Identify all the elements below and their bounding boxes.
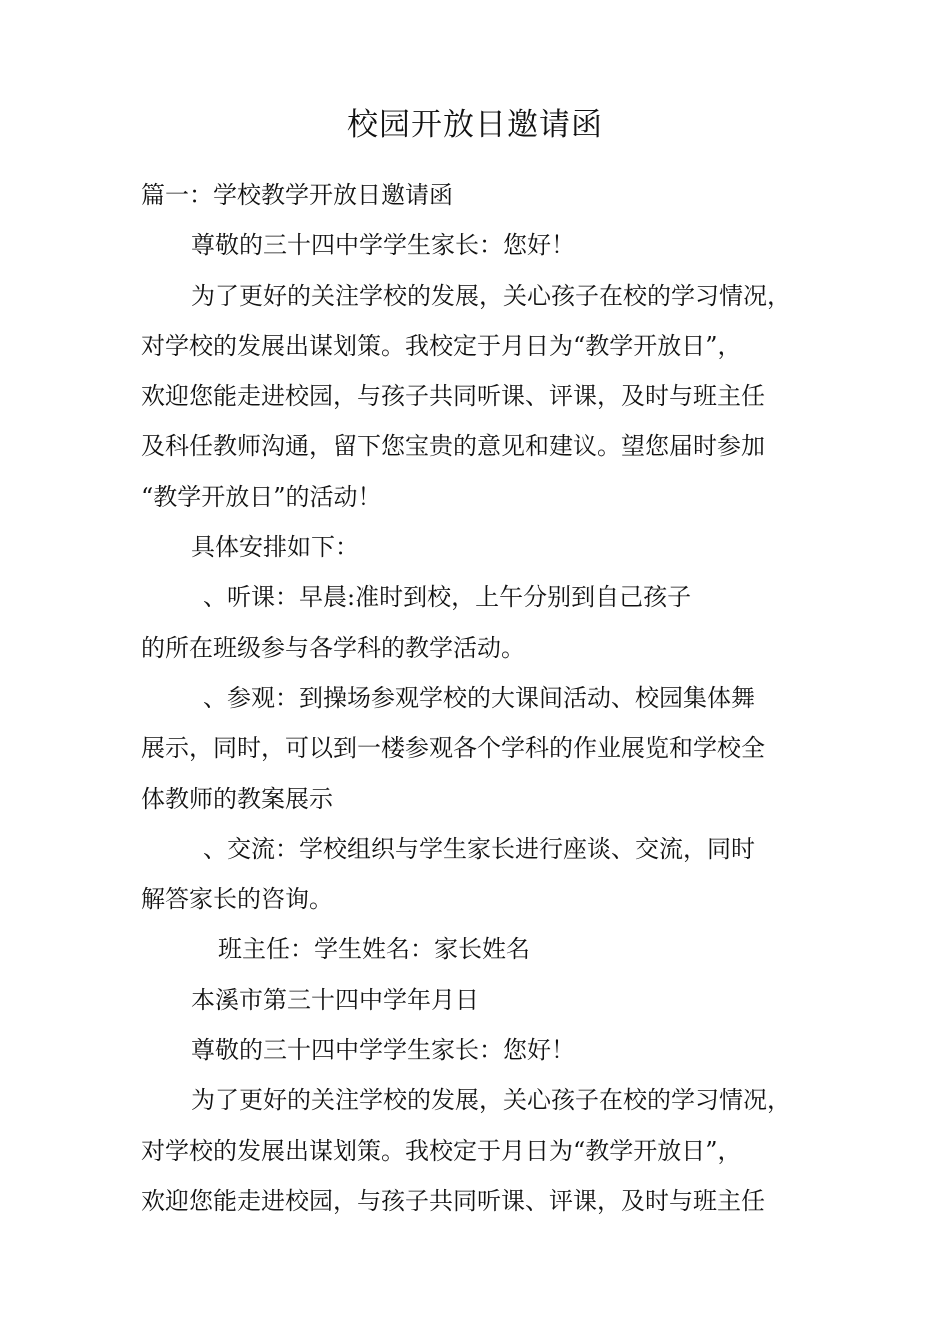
arrangement-heading: 具体安排如下： xyxy=(191,533,359,562)
list-item-line: 、参观：到操场参观学校的大课间活动、校园集体舞 xyxy=(203,683,755,712)
paragraph-line: “教学开放日”的活动！ xyxy=(141,482,382,511)
list-item-line: 解答家长的咨询。 xyxy=(141,885,333,914)
list-item-line: 展示，同时，可以到一楼参观各个学科的作业展览和学校全 xyxy=(141,734,765,763)
list-item-line: 、交流：学校组织与学生家长进行座谈、交流，同时 xyxy=(203,834,755,863)
list-item-line: 、听课：早晨:准时到校，上午分别到自己孩子 xyxy=(203,583,692,612)
paragraph-line: 及科任教师沟通，留下您宝贵的意见和建议。望您届时参加 xyxy=(141,432,765,461)
paragraph-line: 为了更好的关注学校的发展，关心孩子在校的学习情况， xyxy=(191,281,791,310)
paragraph-line: 对学校的发展出谋划策。我校定于月日为“教学开放日”， xyxy=(141,331,742,360)
paragraph-line: 对学校的发展出谋划策。我校定于月日为“教学开放日”， xyxy=(141,1136,742,1165)
salutation-line: 尊敬的三十四中学学生家长：您好！ xyxy=(191,1036,575,1065)
section-heading: 篇一：学校教学开放日邀请函 xyxy=(141,181,453,209)
paragraph-line: 为了更好的关注学校的发展，关心孩子在校的学习情况， xyxy=(191,1086,791,1115)
document-title: 校园开放日邀请函 xyxy=(347,107,603,143)
paragraph-line: 欢迎您能走进校园，与孩子共同听课、评课，及时与班主任 xyxy=(141,382,765,411)
list-item-line: 体教师的教案展示 xyxy=(141,784,333,813)
signature-fields-line: 班主任：学生姓名：家长姓名 xyxy=(218,935,530,964)
salutation-line: 尊敬的三十四中学学生家长：您好！ xyxy=(191,231,575,260)
paragraph-line: 欢迎您能走进校园，与孩子共同听课、评课，及时与班主任 xyxy=(141,1186,765,1215)
document-body xyxy=(141,170,841,1226)
list-item-line: 的所在班级参与各学科的教学活动。 xyxy=(141,633,525,662)
sender-line: 本溪市第三十四中学年月日 xyxy=(191,985,479,1014)
